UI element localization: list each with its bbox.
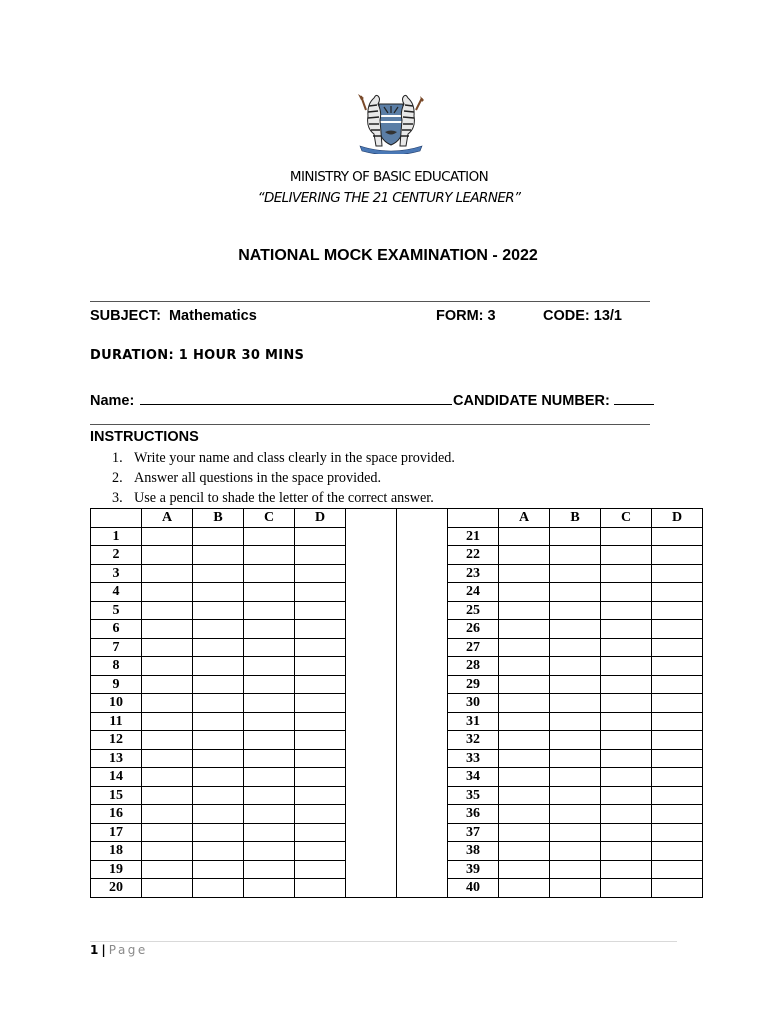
answer-cell[interactable]	[550, 768, 601, 787]
answer-cell[interactable]	[193, 842, 244, 861]
code-label: CODE:	[543, 308, 590, 324]
answer-cell[interactable]	[601, 823, 652, 842]
option-header: C	[601, 509, 652, 528]
answer-cell[interactable]	[193, 694, 244, 713]
grid-header-cell	[91, 509, 142, 528]
answer-cell[interactable]	[652, 712, 703, 731]
answer-cell[interactable]	[550, 564, 601, 583]
answer-cell[interactable]	[295, 805, 346, 824]
answer-cell[interactable]	[193, 805, 244, 824]
answer-cell[interactable]	[295, 601, 346, 620]
answer-cell[interactable]	[244, 675, 295, 694]
answer-cell[interactable]	[193, 731, 244, 750]
question-number: 24	[448, 583, 499, 602]
answer-cell[interactable]	[142, 712, 193, 731]
question-number: 25	[448, 601, 499, 620]
answer-cell[interactable]	[244, 860, 295, 879]
question-number: 36	[448, 805, 499, 824]
answer-cell[interactable]	[652, 879, 703, 898]
question-number: 11	[91, 712, 142, 731]
answer-cell[interactable]	[652, 675, 703, 694]
answer-cell[interactable]	[652, 527, 703, 546]
option-header: A	[499, 509, 550, 528]
answer-cell[interactable]	[244, 601, 295, 620]
instruction-item	[112, 448, 455, 468]
answer-cell[interactable]	[550, 657, 601, 676]
answer-cell[interactable]	[193, 860, 244, 879]
answer-cell[interactable]	[193, 657, 244, 676]
instruction-text: Write your name and class clearly in the space provided.	[134, 450, 455, 466]
answer-cell[interactable]	[601, 601, 652, 620]
answer-cell[interactable]	[193, 675, 244, 694]
answer-cell[interactable]	[193, 879, 244, 898]
answer-cell[interactable]	[499, 546, 550, 565]
code-value: 13/1	[593, 308, 622, 324]
question-number: 32	[448, 731, 499, 750]
answer-cell[interactable]	[499, 749, 550, 768]
answer-cell[interactable]	[601, 546, 652, 565]
answer-cell[interactable]	[193, 712, 244, 731]
instructions-list	[112, 448, 455, 508]
question-number: 6	[91, 620, 142, 639]
answer-cell[interactable]	[142, 749, 193, 768]
answer-cell[interactable]	[193, 638, 244, 657]
duration-value: 1 HOUR 30 MINS	[178, 348, 305, 363]
answer-cell[interactable]	[193, 583, 244, 602]
answer-cell[interactable]	[601, 657, 652, 676]
question-number: 33	[448, 749, 499, 768]
question-number: 34	[448, 768, 499, 787]
question-number: 29	[448, 675, 499, 694]
instruction-item	[112, 468, 455, 488]
answer-cell[interactable]	[244, 731, 295, 750]
answer-cell[interactable]	[142, 527, 193, 546]
answer-cell[interactable]	[142, 546, 193, 565]
footer-divider	[90, 941, 677, 942]
name-line	[90, 390, 452, 409]
answer-cell[interactable]	[142, 768, 193, 787]
question-number: 1	[91, 527, 142, 546]
answer-cell[interactable]	[295, 731, 346, 750]
answer-cell[interactable]	[652, 694, 703, 713]
question-number: 12	[91, 731, 142, 750]
instruction-number: 1.	[112, 450, 123, 466]
instruction-number: 2.	[112, 470, 123, 486]
answer-cell[interactable]	[244, 583, 295, 602]
answer-cell[interactable]	[550, 731, 601, 750]
answer-cell[interactable]	[601, 620, 652, 639]
answer-cell[interactable]	[601, 731, 652, 750]
form-label: FORM:	[436, 308, 484, 324]
answer-cell[interactable]	[499, 731, 550, 750]
question-number: 20	[91, 879, 142, 898]
question-number: 38	[448, 842, 499, 861]
answer-cell[interactable]	[550, 620, 601, 639]
question-number: 14	[91, 768, 142, 787]
answer-cell[interactable]	[295, 879, 346, 898]
instruction-text: Use a pencil to shade the letter of the correct answer.	[134, 490, 434, 506]
divider	[90, 301, 650, 302]
duration-line	[90, 348, 304, 363]
answer-cell[interactable]	[601, 842, 652, 861]
answer-cell[interactable]	[193, 786, 244, 805]
answer-cell[interactable]	[193, 564, 244, 583]
coat-of-arms-logo	[354, 90, 428, 154]
question-number: 15	[91, 786, 142, 805]
candidate-number-label: CANDIDATE NUMBER:	[453, 393, 610, 409]
page-separator: |	[101, 943, 106, 957]
answer-cell[interactable]	[601, 694, 652, 713]
answer-cell[interactable]	[652, 731, 703, 750]
answer-cell[interactable]	[142, 675, 193, 694]
answer-cell[interactable]	[499, 675, 550, 694]
grid-spacer	[397, 509, 448, 898]
answer-cell[interactable]	[244, 657, 295, 676]
answer-cell[interactable]	[499, 860, 550, 879]
form-line	[436, 308, 496, 324]
question-number: 2	[91, 546, 142, 565]
answer-cell[interactable]	[499, 842, 550, 861]
answer-cell[interactable]	[550, 749, 601, 768]
answer-cell[interactable]	[652, 749, 703, 768]
answer-cell[interactable]	[652, 842, 703, 861]
answer-cell[interactable]	[295, 527, 346, 546]
answer-cell[interactable]	[601, 786, 652, 805]
answer-cell[interactable]	[601, 805, 652, 824]
question-number: 17	[91, 823, 142, 842]
answer-cell[interactable]	[193, 527, 244, 546]
answer-cell[interactable]	[142, 564, 193, 583]
answer-cell[interactable]	[550, 823, 601, 842]
answer-cell[interactable]	[142, 860, 193, 879]
answer-cell[interactable]	[601, 638, 652, 657]
exam-title: NATIONAL MOCK EXAMINATION - 2022	[238, 247, 538, 264]
answer-cell[interactable]	[142, 879, 193, 898]
answer-cell[interactable]	[295, 860, 346, 879]
answer-cell[interactable]	[601, 712, 652, 731]
answer-cell[interactable]	[142, 694, 193, 713]
divider	[90, 424, 650, 425]
answer-cell[interactable]	[499, 694, 550, 713]
question-number: 5	[91, 601, 142, 620]
question-number: 21	[448, 527, 499, 546]
answer-cell[interactable]	[244, 546, 295, 565]
answer-cell[interactable]	[142, 786, 193, 805]
question-number: 13	[91, 749, 142, 768]
answer-cell[interactable]	[652, 620, 703, 639]
answer-grid	[90, 508, 703, 898]
answer-cell[interactable]	[295, 712, 346, 731]
answer-cell[interactable]	[142, 657, 193, 676]
answer-cell[interactable]	[652, 638, 703, 657]
answer-cell[interactable]	[499, 527, 550, 546]
instruction-number: 3.	[112, 490, 123, 506]
question-number: 31	[448, 712, 499, 731]
question-number: 18	[91, 842, 142, 861]
question-number: 8	[91, 657, 142, 676]
answer-cell[interactable]	[244, 879, 295, 898]
question-number: 16	[91, 805, 142, 824]
answer-cell[interactable]	[601, 860, 652, 879]
answer-cell[interactable]	[295, 638, 346, 657]
answer-cell[interactable]	[295, 583, 346, 602]
answer-cell[interactable]	[295, 675, 346, 694]
page-footer	[90, 943, 148, 957]
answer-cell[interactable]	[244, 842, 295, 861]
answer-cell[interactable]	[244, 768, 295, 787]
option-header: D	[652, 509, 703, 528]
answer-cell[interactable]	[652, 564, 703, 583]
answer-cell[interactable]	[244, 786, 295, 805]
answer-cell[interactable]	[550, 842, 601, 861]
name-field[interactable]	[140, 390, 452, 405]
answer-cell[interactable]	[601, 583, 652, 602]
option-header: A	[142, 509, 193, 528]
grid-spacer	[346, 509, 397, 898]
answer-cell[interactable]	[550, 583, 601, 602]
question-number: 39	[448, 860, 499, 879]
answer-cell[interactable]	[295, 786, 346, 805]
answer-cell[interactable]	[193, 749, 244, 768]
answer-cell[interactable]	[499, 712, 550, 731]
answer-cell[interactable]	[142, 638, 193, 657]
answer-cell[interactable]	[550, 694, 601, 713]
question-number: 37	[448, 823, 499, 842]
question-number: 9	[91, 675, 142, 694]
answer-cell[interactable]	[193, 620, 244, 639]
answer-cell[interactable]	[652, 823, 703, 842]
option-header: B	[550, 509, 601, 528]
answer-cell[interactable]	[142, 731, 193, 750]
subject-value: Mathematics	[168, 308, 257, 324]
answer-cell[interactable]	[652, 657, 703, 676]
answer-cell[interactable]	[295, 657, 346, 676]
answer-cell[interactable]	[652, 601, 703, 620]
answer-cell[interactable]	[244, 564, 295, 583]
answer-cell[interactable]	[193, 601, 244, 620]
name-label: Name:	[90, 393, 135, 409]
answer-cell[interactable]	[652, 583, 703, 602]
answer-cell[interactable]	[550, 546, 601, 565]
answer-cell[interactable]	[550, 805, 601, 824]
answer-cell[interactable]	[244, 749, 295, 768]
answer-cell[interactable]	[142, 842, 193, 861]
question-number: 35	[448, 786, 499, 805]
option-header: C	[244, 509, 295, 528]
instructions-heading: INSTRUCTIONS	[90, 429, 199, 445]
answer-cell[interactable]	[550, 601, 601, 620]
question-number: 10	[91, 694, 142, 713]
answer-cell[interactable]	[499, 805, 550, 824]
grid-header-cell	[448, 509, 499, 528]
option-header: D	[295, 509, 346, 528]
answer-cell[interactable]	[601, 675, 652, 694]
answer-cell[interactable]	[601, 768, 652, 787]
page-label: Page	[108, 943, 148, 957]
subject-line	[90, 308, 257, 324]
question-number: 19	[91, 860, 142, 879]
answer-cell[interactable]	[295, 749, 346, 768]
code-line	[543, 308, 622, 324]
answer-cell[interactable]	[295, 768, 346, 787]
answer-cell[interactable]	[244, 694, 295, 713]
answer-cell[interactable]	[244, 638, 295, 657]
form-value: 3	[487, 308, 496, 324]
answer-cell[interactable]	[499, 564, 550, 583]
question-number: 22	[448, 546, 499, 565]
answer-cell[interactable]	[295, 564, 346, 583]
question-number: 27	[448, 638, 499, 657]
answer-cell[interactable]	[295, 546, 346, 565]
answer-cell[interactable]	[244, 527, 295, 546]
question-number: 28	[448, 657, 499, 676]
answer-cell[interactable]	[142, 620, 193, 639]
answer-cell[interactable]	[601, 749, 652, 768]
answer-cell[interactable]	[550, 860, 601, 879]
answer-cell[interactable]	[244, 620, 295, 639]
subject-label: SUBJECT:	[90, 308, 161, 324]
answer-cell[interactable]	[295, 823, 346, 842]
answer-cell[interactable]	[244, 823, 295, 842]
duration-label: DURATION:	[90, 348, 174, 363]
answer-cell[interactable]	[499, 657, 550, 676]
answer-cell[interactable]	[499, 638, 550, 657]
answer-cell[interactable]	[193, 823, 244, 842]
question-number: 26	[448, 620, 499, 639]
answer-cell[interactable]	[652, 546, 703, 565]
answer-cell[interactable]	[142, 805, 193, 824]
answer-cell[interactable]	[295, 694, 346, 713]
answer-cell[interactable]	[499, 823, 550, 842]
answer-cell[interactable]	[652, 805, 703, 824]
answer-cell[interactable]	[550, 786, 601, 805]
answer-cell[interactable]	[550, 527, 601, 546]
question-number: 40	[448, 879, 499, 898]
answer-cell[interactable]	[295, 842, 346, 861]
ministry-motto: “DELIVERING THE 21 CENTURY LEARNER”	[257, 190, 521, 206]
question-number: 3	[91, 564, 142, 583]
answer-cell[interactable]	[244, 712, 295, 731]
ministry-name: MINISTRY OF BASIC EDUCATION	[289, 169, 489, 185]
question-number: 4	[91, 583, 142, 602]
answer-cell[interactable]	[244, 805, 295, 824]
answer-cell[interactable]	[295, 620, 346, 639]
instruction-text: Answer all questions in the space provided.	[134, 470, 382, 486]
answer-cell[interactable]	[550, 712, 601, 731]
grid-header-row	[91, 509, 703, 528]
answer-cell[interactable]	[499, 879, 550, 898]
answer-cell[interactable]	[499, 583, 550, 602]
answer-cell[interactable]	[652, 786, 703, 805]
answer-cell[interactable]	[193, 768, 244, 787]
answer-cell[interactable]	[601, 879, 652, 898]
question-number: 30	[448, 694, 499, 713]
answer-cell[interactable]	[499, 620, 550, 639]
answer-cell[interactable]	[142, 601, 193, 620]
answer-cell[interactable]	[550, 675, 601, 694]
answer-cell[interactable]	[550, 879, 601, 898]
answer-cell[interactable]	[499, 768, 550, 787]
answer-cell[interactable]	[499, 601, 550, 620]
candidate-number-field[interactable]	[614, 390, 654, 405]
option-header: B	[193, 509, 244, 528]
answer-cell[interactable]	[142, 823, 193, 842]
answer-cell[interactable]	[652, 768, 703, 787]
answer-cell[interactable]	[550, 638, 601, 657]
page-number: 1	[90, 943, 99, 957]
answer-cell[interactable]	[601, 564, 652, 583]
question-number: 23	[448, 564, 499, 583]
answer-cell[interactable]	[652, 860, 703, 879]
answer-cell[interactable]	[601, 527, 652, 546]
instruction-item	[112, 488, 455, 508]
question-number: 7	[91, 638, 142, 657]
answer-cell[interactable]	[142, 583, 193, 602]
answer-cell[interactable]	[193, 546, 244, 565]
candidate-number-line	[453, 390, 654, 409]
answer-cell[interactable]	[499, 786, 550, 805]
